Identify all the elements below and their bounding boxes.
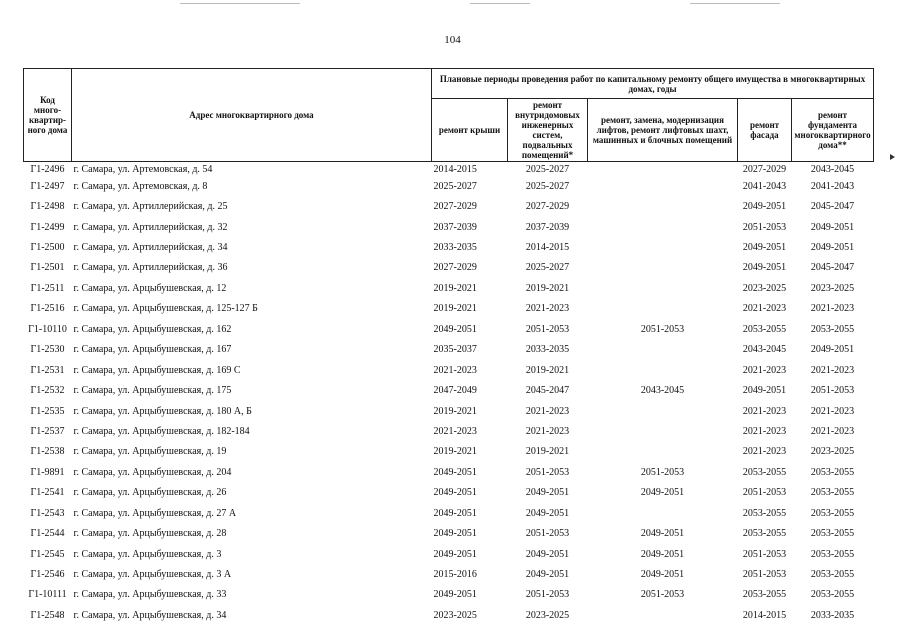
- table-row: [24, 401, 874, 421]
- table-body: [24, 162, 874, 626]
- cell-code: Г1-2538: [30, 446, 65, 458]
- cell-foundation: 2053-2055: [810, 466, 855, 478]
- table-row: [24, 503, 874, 523]
- cell-address: г. Самара, ул. Арцыбушевская, д. 33: [73, 589, 227, 601]
- header-facade: ремонт фасада: [738, 99, 792, 162]
- cell-systems: 2025-2027: [508, 162, 588, 177]
- cell-systems: 2045-2047: [525, 385, 570, 397]
- cell-foundation: 2053-2055: [810, 589, 855, 601]
- cell-foundation: 2021-2023: [810, 364, 855, 376]
- cell-foundation: 2049-2051: [810, 344, 855, 356]
- cell-foundation: 2045-2047: [810, 201, 855, 213]
- cell-address: г. Самара, ул. Артемовская, д. 8: [73, 180, 208, 192]
- cell-foundation: 2021-2023: [810, 405, 855, 417]
- cell-elevators: 2051-2053: [640, 589, 685, 601]
- cell-address: г. Самара, ул. Арцыбушевская, д. 182-184: [73, 425, 250, 437]
- cell-elevators: 2051-2053: [640, 466, 685, 478]
- cell-elevators: [588, 401, 738, 421]
- cell-facade: 2053-2055: [742, 528, 787, 540]
- cell-foundation: 2049-2051: [810, 221, 855, 233]
- cell-address: г. Самара, ул. Артиллерийская, д. 32: [73, 221, 228, 233]
- cell-foundation: 2053-2055: [810, 548, 855, 560]
- cell-roof: 2021-2023: [433, 364, 477, 376]
- cell-foundation: 2033-2035: [810, 609, 855, 621]
- cell-systems: 2019-2021: [525, 446, 570, 458]
- cell-foundation: 2043-2045: [792, 162, 874, 177]
- table-row: [24, 319, 874, 339]
- header-systems: ремонт внутридомовых инженерных систем, подвальных помещений*: [508, 99, 588, 162]
- cell-systems: 2023-2025: [525, 609, 570, 621]
- cell-foundation: 2053-2055: [810, 323, 855, 335]
- cell-roof: 2027-2029: [433, 262, 477, 274]
- cell-address: г. Самара, ул. Арцыбушевская, д. 204: [73, 466, 232, 478]
- table-row: [24, 544, 874, 564]
- cell-address: г. Самара, ул. Артемовская, д. 54: [72, 162, 432, 177]
- cell-code: Г1-2511: [30, 282, 65, 294]
- cell-systems: 2049-2051: [525, 569, 570, 581]
- cell-elevators: [588, 217, 738, 237]
- header-code: Код много-квартир-ного дома: [24, 69, 72, 162]
- page-edge-marker-icon: [890, 154, 895, 160]
- scan-artifact-line: [690, 3, 780, 4]
- cell-roof: 2025-2027: [433, 180, 477, 192]
- cell-systems: 2027-2029: [525, 201, 570, 213]
- cell-foundation: 2023-2025: [810, 446, 855, 458]
- cell-elevators: 2049-2051: [640, 548, 685, 560]
- cell-systems: 2033-2035: [525, 344, 570, 356]
- cell-roof: 2014-2015: [432, 162, 508, 177]
- cell-facade: 2049-2051: [742, 242, 787, 254]
- table-row: [24, 564, 874, 584]
- cell-systems: 2037-2039: [525, 221, 570, 233]
- table-row: [24, 176, 874, 196]
- table-row: [24, 360, 874, 380]
- cell-elevators: [588, 605, 738, 625]
- cell-address: г. Самара, ул. Арцыбушевская, д. 19: [73, 446, 227, 458]
- cell-facade: 2051-2053: [742, 569, 787, 581]
- cell-elevators: [588, 299, 738, 319]
- cell-facade: 2053-2055: [742, 589, 787, 601]
- cell-address: г. Самара, ул. Артиллерийская, д. 25: [73, 201, 228, 213]
- cell-foundation: 2053-2055: [810, 507, 855, 519]
- cell-elevators: [588, 196, 738, 216]
- cell-facade: 2041-2043: [742, 180, 787, 192]
- cell-code: Г1-2500: [30, 242, 65, 254]
- cell-facade: 2021-2023: [742, 303, 787, 315]
- table-row: [24, 196, 874, 216]
- cell-foundation: 2021-2023: [810, 303, 855, 315]
- cell-code: Г1-2543: [30, 507, 65, 519]
- cell-systems: 2019-2021: [525, 364, 570, 376]
- cell-systems: 2049-2051: [525, 487, 570, 499]
- cell-foundation: 2041-2043: [810, 180, 855, 192]
- cell-code: Г1-2535: [30, 405, 65, 417]
- table-row: [24, 237, 874, 257]
- scan-artifact-line: [470, 3, 530, 4]
- table-row: [24, 380, 874, 400]
- cell-address: г. Самара, ул. Арцыбушевская, д. 180 А, Б: [73, 405, 252, 417]
- cell-foundation: 2023-2025: [810, 282, 855, 294]
- cell-code: Г1-2531: [30, 364, 65, 376]
- cell-code: Г1-2532: [30, 385, 65, 397]
- header-elevators: ремонт, замена, модернизация лифтов, ремонт лифтовых шахт, машинных и блочных помещений: [588, 99, 738, 162]
- page-number: 104: [444, 34, 461, 46]
- cell-roof: 2019-2021: [433, 446, 477, 458]
- cell-elevators: [588, 421, 738, 441]
- cell-roof: 2049-2051: [433, 487, 477, 499]
- cell-address: г. Самара, ул. Арцыбушевская, д. 167: [73, 344, 232, 356]
- cell-elevators: [588, 237, 738, 257]
- cell-code: Г1-2530: [30, 344, 65, 356]
- cell-elevators: 2049-2051: [640, 569, 685, 581]
- cell-code: Г1-10110: [28, 323, 67, 335]
- cell-facade: 2053-2055: [742, 466, 787, 478]
- cell-address: г. Самара, ул. Арцыбушевская, д. 169 С: [73, 364, 241, 376]
- cell-roof: 2037-2039: [433, 221, 477, 233]
- cell-code: Г1-2548: [30, 609, 65, 621]
- cell-systems: 2051-2053: [525, 528, 570, 540]
- table-row: [24, 462, 874, 482]
- cell-address: г. Самара, ул. Арцыбушевская, д. 12: [73, 282, 227, 294]
- cell-systems: 2051-2053: [525, 323, 570, 335]
- cell-roof: 2049-2051: [433, 323, 477, 335]
- cell-systems: 2051-2053: [525, 466, 570, 478]
- cell-facade: 2043-2045: [742, 344, 787, 356]
- cell-foundation: 2045-2047: [810, 262, 855, 274]
- cell-systems: 2049-2051: [525, 507, 570, 519]
- cell-code: Г1-2499: [30, 221, 65, 233]
- header-address: Адрес многоквартирного дома: [72, 69, 432, 162]
- cell-facade: 2053-2055: [742, 507, 787, 519]
- cell-roof: 2019-2021: [433, 405, 477, 417]
- cell-foundation: 2021-2023: [810, 425, 855, 437]
- cell-roof: 2049-2051: [433, 528, 477, 540]
- cell-systems: 2051-2053: [525, 589, 570, 601]
- table-row: [24, 340, 874, 360]
- cell-address: г. Самара, ул. Арцыбушевская, д. 27 А: [73, 507, 237, 519]
- cell-roof: 2019-2021: [433, 303, 477, 315]
- cell-address: г. Самара, ул. Арцыбушевская, д. 162: [73, 323, 232, 335]
- cell-roof: 2047-2049: [433, 385, 477, 397]
- cell-facade: 2049-2051: [742, 262, 787, 274]
- cell-roof: 2049-2051: [433, 589, 477, 601]
- header-periods-group: Плановые периоды проведения работ по капитальному ремонту общего имущества в многоквартирных домах, годы: [432, 69, 874, 99]
- cell-facade: 2049-2051: [742, 385, 787, 397]
- cell-systems: 2021-2023: [525, 303, 570, 315]
- cell-roof: 2049-2051: [433, 507, 477, 519]
- table-row: [24, 585, 874, 605]
- cell-systems: 2014-2015: [525, 242, 570, 254]
- cell-roof: 2035-2037: [433, 344, 477, 356]
- cell-systems: 2049-2051: [525, 548, 570, 560]
- cell-elevators: [588, 278, 738, 298]
- cell-roof: 2021-2023: [433, 425, 477, 437]
- table-row: [24, 299, 874, 319]
- cell-elevators: 2049-2051: [640, 487, 685, 499]
- cell-facade: 2051-2053: [742, 487, 787, 499]
- cell-address: г. Самара, ул. Арцыбушевская, д. 125-127 Б: [73, 303, 258, 315]
- cell-facade: 2023-2025: [742, 282, 787, 294]
- scan-artifact-line: [180, 3, 300, 4]
- header-foundation: ремонт фундамента многоквартирного дома**: [792, 99, 874, 162]
- table-row: [24, 421, 874, 441]
- cell-facade: 2014-2015: [742, 609, 787, 621]
- cell-code: Г1-2545: [30, 548, 65, 560]
- cell-foundation: 2053-2055: [810, 528, 855, 540]
- cell-address: г. Самара, ул. Арцыбушевская, д. 34: [73, 609, 227, 621]
- cell-address: г. Самара, ул. Арцыбушевская, д. 3: [73, 548, 222, 560]
- cell-facade: 2027-2029: [738, 162, 792, 177]
- cell-facade: 2049-2051: [742, 201, 787, 213]
- cell-address: г. Самара, ул. Арцыбушевская, д. 26: [73, 487, 227, 499]
- cell-elevators: [588, 340, 738, 360]
- cell-code: Г1-9891: [30, 466, 65, 478]
- cell-facade: 2021-2023: [742, 425, 787, 437]
- cell-code: Г1-2546: [30, 569, 65, 581]
- cell-code: Г1-2537: [30, 425, 65, 437]
- cell-elevators: [588, 162, 738, 177]
- cell-facade: 2021-2023: [742, 446, 787, 458]
- cell-roof: 2049-2051: [433, 548, 477, 560]
- cell-foundation: 2053-2055: [810, 487, 855, 499]
- cell-code: Г1-10111: [28, 589, 67, 601]
- table-row: [24, 523, 874, 543]
- table-row: [24, 162, 874, 177]
- repair-schedule-table: [23, 68, 874, 626]
- cell-facade: 2053-2055: [742, 323, 787, 335]
- cell-elevators: [588, 442, 738, 462]
- cell-address: г. Самара, ул. Артиллерийская, д. 36: [73, 262, 228, 274]
- cell-address: г. Самара, ул. Арцыбушевская, д. 175: [73, 385, 232, 397]
- cell-code: Г1-2544: [30, 528, 65, 540]
- cell-elevators: [588, 503, 738, 523]
- cell-foundation: 2053-2055: [810, 569, 855, 581]
- cell-address: г. Самара, ул. Арцыбушевская, д. 3 А: [73, 569, 232, 581]
- cell-elevators: [588, 258, 738, 278]
- table-row: [24, 483, 874, 503]
- table-row: [24, 442, 874, 462]
- cell-code: Г1-2516: [30, 303, 65, 315]
- cell-facade: 2051-2053: [742, 548, 787, 560]
- cell-elevators: 2051-2053: [640, 323, 685, 335]
- cell-elevators: 2049-2051: [640, 528, 685, 540]
- cell-code: Г1-2496: [24, 162, 72, 177]
- cell-address: г. Самара, ул. Арцыбушевская, д. 28: [73, 528, 227, 540]
- cell-facade: 2021-2023: [742, 364, 787, 376]
- cell-systems: 2025-2027: [525, 180, 570, 192]
- cell-roof: 2049-2051: [433, 466, 477, 478]
- table-row: [24, 605, 874, 625]
- cell-foundation: 2049-2051: [810, 242, 855, 254]
- header-roof: ремонт крыши: [432, 99, 508, 162]
- cell-elevators: 2043-2045: [640, 385, 685, 397]
- cell-facade: 2021-2023: [742, 405, 787, 417]
- cell-code: Г1-2541: [30, 487, 65, 499]
- cell-systems: 2025-2027: [525, 262, 570, 274]
- table-row: [24, 217, 874, 237]
- cell-facade: 2051-2053: [742, 221, 787, 233]
- cell-roof: 2023-2025: [433, 609, 477, 621]
- cell-roof: 2027-2029: [433, 201, 477, 213]
- table-row: [24, 278, 874, 298]
- cell-elevators: [588, 360, 738, 380]
- cell-address: г. Самара, ул. Артиллерийская, д. 34: [73, 242, 228, 254]
- cell-code: Г1-2498: [30, 201, 65, 213]
- cell-roof: 2033-2035: [433, 242, 477, 254]
- cell-elevators: [588, 176, 738, 196]
- cell-code: Г1-2501: [30, 262, 65, 274]
- cell-systems: 2021-2023: [525, 425, 570, 437]
- table-row: [24, 258, 874, 278]
- cell-code: Г1-2497: [30, 180, 65, 192]
- cell-roof: 2019-2021: [433, 282, 477, 294]
- cell-systems: 2019-2021: [525, 282, 570, 294]
- cell-roof: 2015-2016: [433, 569, 477, 581]
- cell-systems: 2021-2023: [525, 405, 570, 417]
- cell-foundation: 2051-2053: [810, 385, 855, 397]
